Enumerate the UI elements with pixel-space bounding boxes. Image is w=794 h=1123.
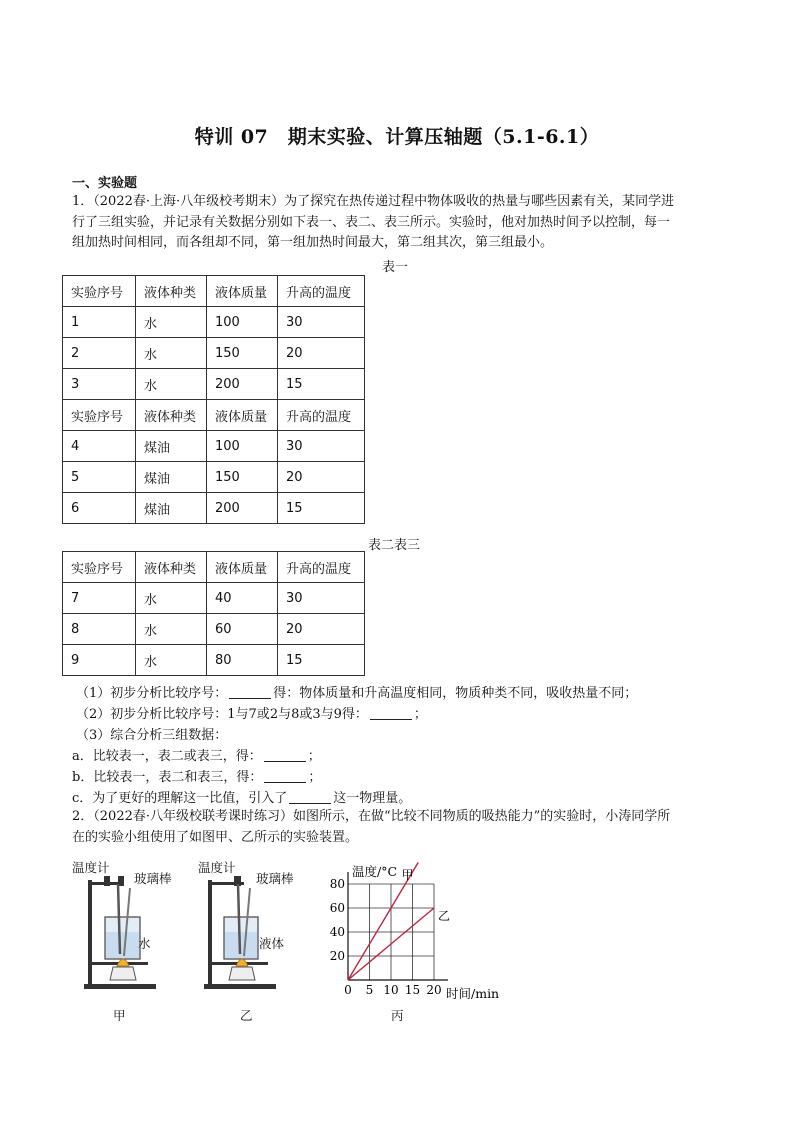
table-cell: 20 — [278, 338, 365, 369]
table-cell: 水 — [136, 338, 207, 369]
q2-line-1: 2．（2022春·八年级校联考课时练习）如图所示，在做“比较不同物质的吸热能力”的实验时，小涛同学所 — [72, 809, 671, 824]
table-cell: 200 — [207, 493, 278, 524]
header-cell: 液体质量 — [207, 552, 278, 583]
question-2-text — [72, 807, 732, 848]
header-cell: 液体种类 — [136, 552, 207, 583]
answer-blank[interactable] — [229, 686, 271, 699]
stand-rod — [208, 880, 212, 986]
sub-question-a: a．比较表一，表二或表三，得： ； — [72, 749, 321, 764]
table-header-row — [63, 276, 365, 307]
table-row — [63, 614, 365, 645]
sub-question-b: b．比较表一，表二和表三，得： ； — [72, 770, 322, 785]
y-tick-label: 80 — [330, 877, 345, 891]
header-cell: 实验序号 — [63, 276, 136, 307]
water-liquid — [106, 932, 139, 958]
table-cell: 水 — [136, 583, 207, 614]
question-1-text — [72, 192, 732, 254]
x-tick-label: 5 — [365, 983, 374, 997]
table-cell: 15 — [278, 369, 365, 400]
y-tick-label: 40 — [330, 925, 345, 939]
stand-rod — [88, 880, 92, 986]
sub-question-1: （1）初步分析比较序号： 得：物体质量和升高温度相同，物质种类不同，吸收热量不同； — [76, 686, 638, 701]
table-cell: 水 — [136, 645, 207, 676]
liquid-label: 液体 — [259, 936, 285, 951]
glass-rod-label: 玻璃棒 — [256, 871, 294, 886]
q1-line-2: 行了三组实验，并记录有关数据分别如下表一、表二、表三所示。实验时，他对加热时间予以控制，每一 — [72, 214, 671, 230]
sub-question-c: c．为了更好的理解这一比值，引入了 这一物理量。 — [72, 791, 412, 806]
table-cell: 煤油 — [136, 431, 207, 462]
table-cell: 5 — [63, 462, 136, 493]
page-title: 特训 07 期末实验、计算压轴题（5.1-6.1） — [194, 126, 600, 148]
table-1-and-2 — [62, 275, 365, 524]
table-cell: 30 — [278, 431, 365, 462]
q2-line-2: 在的实验小组使用了如图甲、乙所示的实验装置。 — [72, 829, 359, 845]
alcohol-lamp-icon — [110, 967, 136, 980]
table-cell: 30 — [278, 307, 365, 338]
q1-line-1: 1．（2022春·上海·八年级校考期末）为了探究在热传递过程中物体吸收的热量与哪些因素有关，某同学进 — [72, 194, 675, 209]
table-cell: 8 — [63, 614, 136, 645]
series-label: 乙 — [438, 909, 451, 923]
answer-blank[interactable] — [289, 791, 331, 804]
header-cell: 实验序号 — [63, 552, 136, 583]
table-row — [63, 493, 365, 524]
y-axis-label: 温度/°C — [352, 864, 398, 879]
figure-label-bing: 丙 — [391, 1008, 404, 1023]
header-cell: 升高的温度 — [278, 552, 365, 583]
table-cell: 煤油 — [136, 493, 207, 524]
table-cell: 4 — [63, 431, 136, 462]
table-row — [63, 645, 365, 676]
table-row — [63, 583, 365, 614]
answer-blank[interactable] — [370, 707, 412, 720]
table-cell: 7 — [63, 583, 136, 614]
glass-rod-label: 玻璃棒 — [134, 871, 172, 886]
table-cell: 200 — [207, 369, 278, 400]
series-label: 甲 — [401, 868, 414, 882]
table-cell: 9 — [63, 645, 136, 676]
table-row — [63, 338, 365, 369]
header-cell: 液体质量 — [207, 400, 278, 431]
answer-blank[interactable] — [264, 770, 306, 783]
table-cell: 100 — [207, 307, 278, 338]
x-axis-label: 时间/min — [446, 986, 500, 1001]
table-row — [63, 431, 365, 462]
table-cell: 15 — [278, 493, 365, 524]
y-tick-label: 60 — [330, 901, 345, 915]
header-cell: 升高的温度 — [278, 276, 365, 307]
table-header-row — [63, 552, 365, 583]
alcohol-lamp-icon — [229, 967, 255, 980]
header-cell: 液体种类 — [136, 276, 207, 307]
table-cell: 100 — [207, 431, 278, 462]
table-2-3-caption: 表二表三 — [368, 538, 421, 553]
thermometer-label: 温度计 — [72, 860, 110, 875]
header-cell: 液体种类 — [136, 400, 207, 431]
table-cell: 15 — [278, 645, 365, 676]
table-cell: 40 — [207, 583, 278, 614]
water-label: 水 — [138, 936, 151, 951]
table-cell: 20 — [278, 614, 365, 645]
x-tick-label: 0 — [344, 983, 352, 997]
table-cell: 60 — [207, 614, 278, 645]
sub-question-3: （3）综合分析三组数据： — [76, 728, 228, 743]
flame-icon — [117, 959, 129, 966]
liquid — [225, 932, 257, 958]
x-tick-label: 20 — [426, 983, 442, 997]
header-cell: 实验序号 — [63, 400, 136, 431]
table-row — [63, 307, 365, 338]
table-cell: 80 — [207, 645, 278, 676]
table-cell: 150 — [207, 338, 278, 369]
x-tick-label: 15 — [404, 983, 421, 997]
flame-icon — [236, 959, 248, 966]
table-3 — [62, 551, 365, 676]
x-tick-label: 10 — [383, 983, 399, 997]
table-row — [63, 462, 365, 493]
y-tick-label: 20 — [330, 949, 345, 963]
table-cell: 水 — [136, 369, 207, 400]
table-cell: 150 — [207, 462, 278, 493]
table-row — [63, 369, 365, 400]
table-cell: 3 — [63, 369, 136, 400]
clamp — [104, 876, 110, 886]
table-cell: 30 — [278, 583, 365, 614]
table-1-caption: 表一 — [382, 260, 409, 275]
table-cell: 6 — [63, 493, 136, 524]
stand-base — [84, 984, 156, 989]
table-cell: 水 — [136, 614, 207, 645]
sub-question-2: （2）初步分析比较序号：1与7或2与8或3与9得： ； — [76, 707, 427, 722]
table-cell: 水 — [136, 307, 207, 338]
answer-blank[interactable] — [264, 749, 306, 762]
temperature-time-chart — [330, 860, 520, 1010]
table-cell: 20 — [278, 462, 365, 493]
section-heading: 一、实验题 — [72, 176, 138, 191]
header-cell: 液体质量 — [207, 276, 278, 307]
table-cell: 煤油 — [136, 462, 207, 493]
figure-label-jia: 甲 — [113, 1008, 126, 1023]
figure-label-yi: 乙 — [240, 1008, 253, 1023]
header-cell: 升高的温度 — [278, 400, 365, 431]
stand-base — [204, 984, 276, 989]
table-header-row — [63, 400, 365, 431]
q1-line-3: 组加热时间相同，而各组却不同，第一组加热时间最大，第二组其次，第三组最小。 — [72, 235, 554, 250]
table-cell: 1 — [63, 307, 136, 338]
table-cell: 2 — [63, 338, 136, 369]
thermometer-label: 温度计 — [198, 860, 236, 875]
